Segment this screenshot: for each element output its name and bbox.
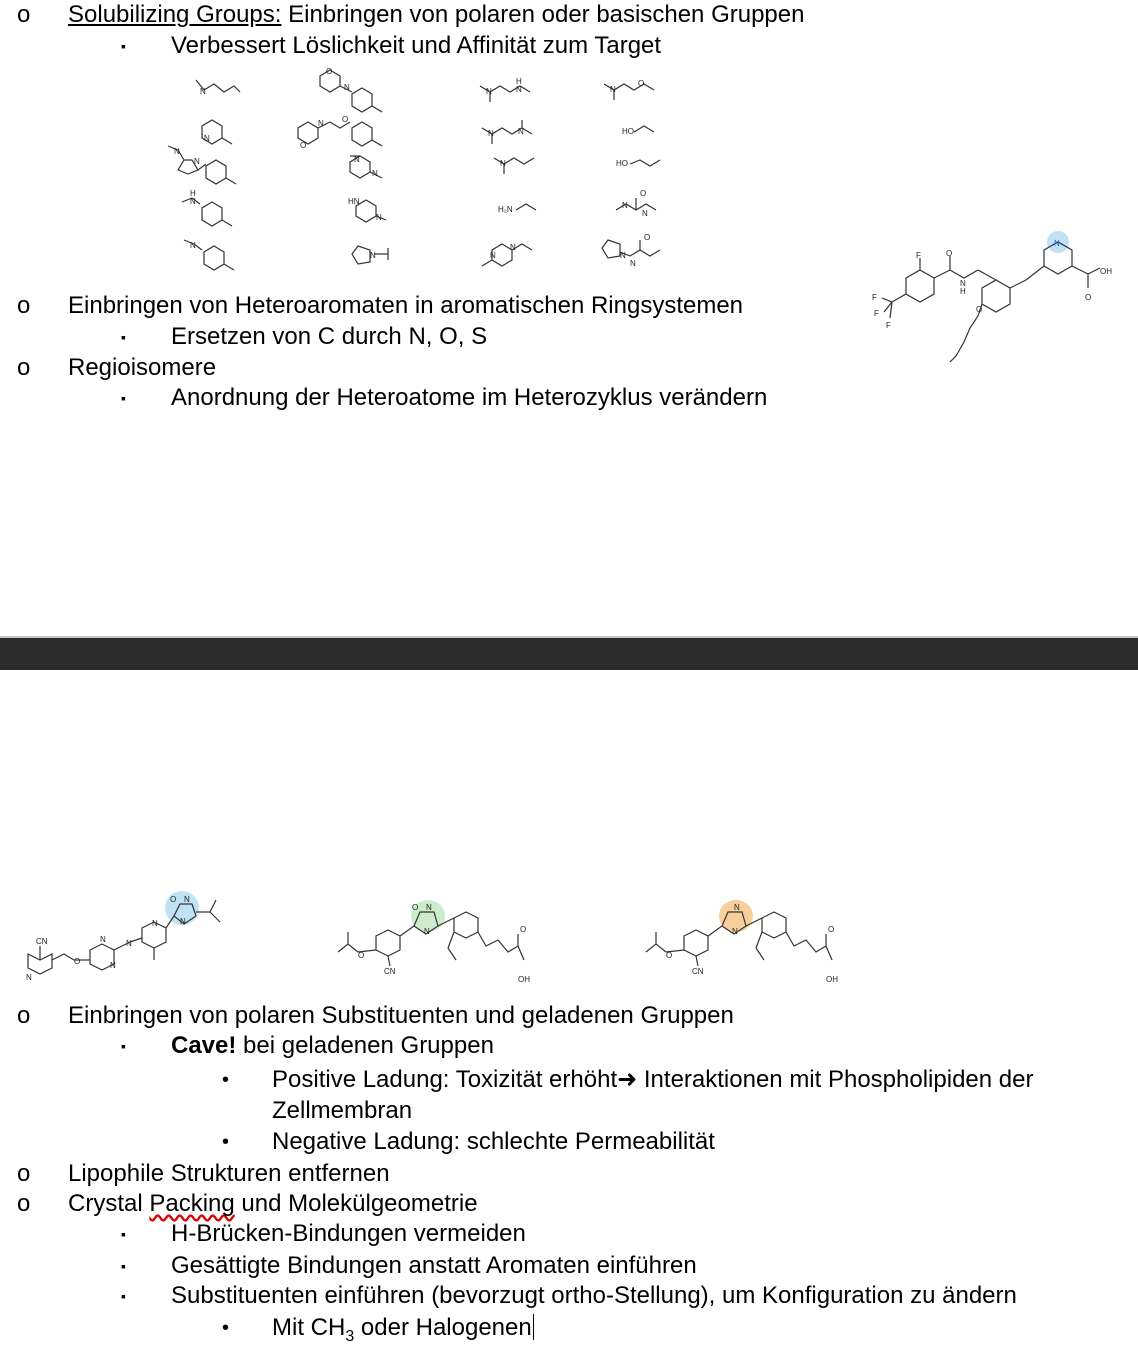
structure-methylpiperazinyl-pyridyl [168,146,236,184]
bullet-marker: • [222,1131,230,1153]
item-text: bei geladenen Gruppen [236,1032,494,1059]
list-item-heteroaromaten: Einbringen von Heteroaromaten in aromatischen Ringsystemen [68,292,744,319]
atom-label: N [190,241,196,250]
list-subitem-gesaettigte: Gesättigte Bindungen anstatt Aromaten einführen [171,1252,697,1279]
bullet-marker: ▪ [121,38,126,54]
atom-label: N [734,903,740,912]
structure-dimethylaminoethyl-methylamino [482,120,532,144]
structure-dimethylaminoethyl [494,158,534,174]
atom-label: N [184,895,190,904]
atom-label: O [666,951,673,960]
list-subitem-cave [171,1031,494,1061]
list-bullet-positive-ladung: Positive Ladung: Toxizität erhöht➜ Interaktionen mit Phospholipiden der [272,1066,1034,1093]
atom-label: N [610,85,616,94]
atom-label: N [174,147,180,156]
atom-label: O [326,67,333,76]
structure-dimethylurea [616,189,656,218]
list-item-lipophile: Lipophile Strukturen entfernen [68,1160,390,1187]
atom-label: N [376,213,382,222]
atom-label: OH [826,975,838,984]
atom-label: O [828,925,835,934]
structure-dimethylaminoethylamino [480,77,530,102]
structure-dimethylaminopropyl [196,80,240,96]
atom-label: N [620,251,626,260]
spellcheck-word[interactable]: Packing [149,1190,235,1217]
structure-pyridyl [202,120,232,144]
atom-label: N [180,917,186,926]
atom-label: N [372,169,378,178]
atom-label: N [960,279,966,288]
atom-label: OH [518,975,530,984]
bullet-marker: o [17,292,31,319]
atom-label: N [100,935,106,944]
structure-methylpiperazinylmethyl [482,243,532,266]
list-item-regioisomere: Regioisomere [68,354,217,381]
bullet-marker: • [222,1317,230,1339]
bullet-marker: o [17,1,31,28]
structure-dimethylaminoethoxy [604,79,654,100]
structure-aminoethyl [498,204,536,214]
atom-label: O [342,115,349,124]
structure-methylaminopyridyl [182,189,232,226]
bullet-marker: o [17,354,31,381]
bullet-marker: o [17,1002,31,1029]
atom-label: O [74,957,81,966]
atom-label: N [622,201,628,210]
atom-label: N [190,197,196,206]
oxadiazole-molecule-1 [18,884,228,996]
item-text: Einbringen von polaren oder basischen Gruppen [281,1,805,28]
atom-label: O [520,925,527,934]
oxadiazole-molecule-2 [330,890,550,990]
atom-label: O [170,895,177,904]
list-item-crystal-packing [68,1189,478,1219]
atom-label: N [26,973,32,982]
structure-morpholinyl-pyridyl [320,67,382,112]
item-text: Crystal [68,1190,150,1217]
atom-label: N [344,83,350,92]
atom-label: N [510,243,516,252]
triazole-molecule-3 [638,890,858,990]
atom-label: F [874,309,879,318]
item-text: und Molekülgeometrie [234,1190,478,1217]
pyridine-molecule-structure [860,228,1128,368]
atom-label: F [872,293,877,302]
structure-pyrrolidinyl-urea [602,233,660,268]
atom-label: N [516,85,522,94]
atom-label: H [960,287,966,296]
text-cursor [533,1314,534,1340]
atom-label: O [300,141,307,150]
bullet-marker: ▪ [121,329,126,345]
structure-hydroxyethyl [622,126,654,136]
atom-label: HO [622,127,634,136]
bullet-marker: ▪ [121,1226,126,1242]
atom-label: H [516,77,522,86]
atom-label: N [126,939,132,948]
atom-label: O [976,305,983,314]
atom-label: H [190,189,196,198]
bullet-marker: o [17,1160,31,1187]
bullet-marker: ▪ [121,1288,126,1304]
atom-label: N [518,127,524,136]
list-subitem-h-bruecken: H-Brücken-Bindungen vermeiden [171,1220,526,1247]
list-bullet-positive-ladung-continued: Zellmembran [272,1097,413,1124]
atom-label: OH [1100,267,1112,276]
structure-dimethylaminopyridyl [184,240,234,270]
atom-label: N [370,251,376,260]
atom-label: N [630,259,636,268]
list-item-polare-substituenten: Einbringen von polaren Substituenten und geladenen Gruppen [68,1002,734,1029]
list-subitem-loeslichkeit: Verbessert Löslichkeit und Affinität zum Target [171,32,662,59]
atom-label: H₂N [498,205,513,214]
atom-label: O [640,189,647,198]
solubilizing-groups-structures [160,64,680,279]
atom-label: O [412,903,419,912]
atom-label: CN [384,967,396,976]
atom-label-highlighted: N [1054,239,1060,248]
bullet-marker: ▪ [121,390,126,406]
bullet-marker: ▪ [121,1038,126,1054]
atom-label: N [200,87,206,96]
atom-label: O [358,951,365,960]
atom-label: N [642,209,648,218]
atom-label: F [886,321,891,330]
cave-label: Cave! [171,1032,237,1059]
atom-label: N [488,129,494,138]
structure-methylpiperazinyl [350,155,382,178]
bullet-marker: • [222,1069,230,1091]
atom-label: N [110,961,116,970]
atom-label: N [152,919,158,928]
atom-label: F [916,251,921,260]
bullet-marker: o [17,1190,31,1217]
atom-label: N [424,927,430,936]
heading-solubilizing-groups: Solubilizing Groups: [68,1,282,28]
subscript: 3 [345,1327,355,1345]
list-subitem-ersetzen: Ersetzen von C durch N, O, S [171,323,488,350]
atom-label: N [486,87,492,96]
atom-label: HO [616,159,628,168]
bullet-marker: ▪ [121,1258,126,1274]
atom-label: N [732,927,738,936]
list-subitem-anordnung: Anordnung der Heteroatome im Heterozyklus verändern [171,384,768,411]
atom-label: N [194,157,200,166]
atom-label: N [426,903,432,912]
list-item-solubilizing-groups [68,0,804,30]
structure-piperazinyl [348,197,386,222]
structure-morpholinoethoxy-pyridyl [298,115,382,150]
structure-hydroxypropyl [616,159,660,168]
atom-label: O [644,233,651,242]
list-bullet-ch3-halogenen[interactable] [272,1313,534,1352]
atom-label: N [318,119,324,128]
structure-pyrrolidinyl [352,246,388,264]
item-text: oder Halogenen [354,1314,532,1341]
atom-label: N [354,155,360,164]
atom-label: CN [36,937,48,946]
atom-label: HN [348,197,360,206]
page-divider-bar [0,636,1138,670]
list-subitem-substituenten: Substituenten einführen (bevorzugt ortho-Stellung), um Konfiguration zu ändern [171,1282,1017,1309]
atom-label: N [500,159,506,168]
atom-label: CN [692,967,704,976]
atom-label: O [638,79,645,88]
list-bullet-negative-ladung: Negative Ladung: schlechte Permeabilität [272,1128,715,1155]
atom-label: N [490,251,496,260]
atom-label: O [1085,293,1092,302]
atom-label: O [946,249,953,258]
item-text: Mit CH [272,1314,346,1341]
atom-label: N [204,134,210,143]
